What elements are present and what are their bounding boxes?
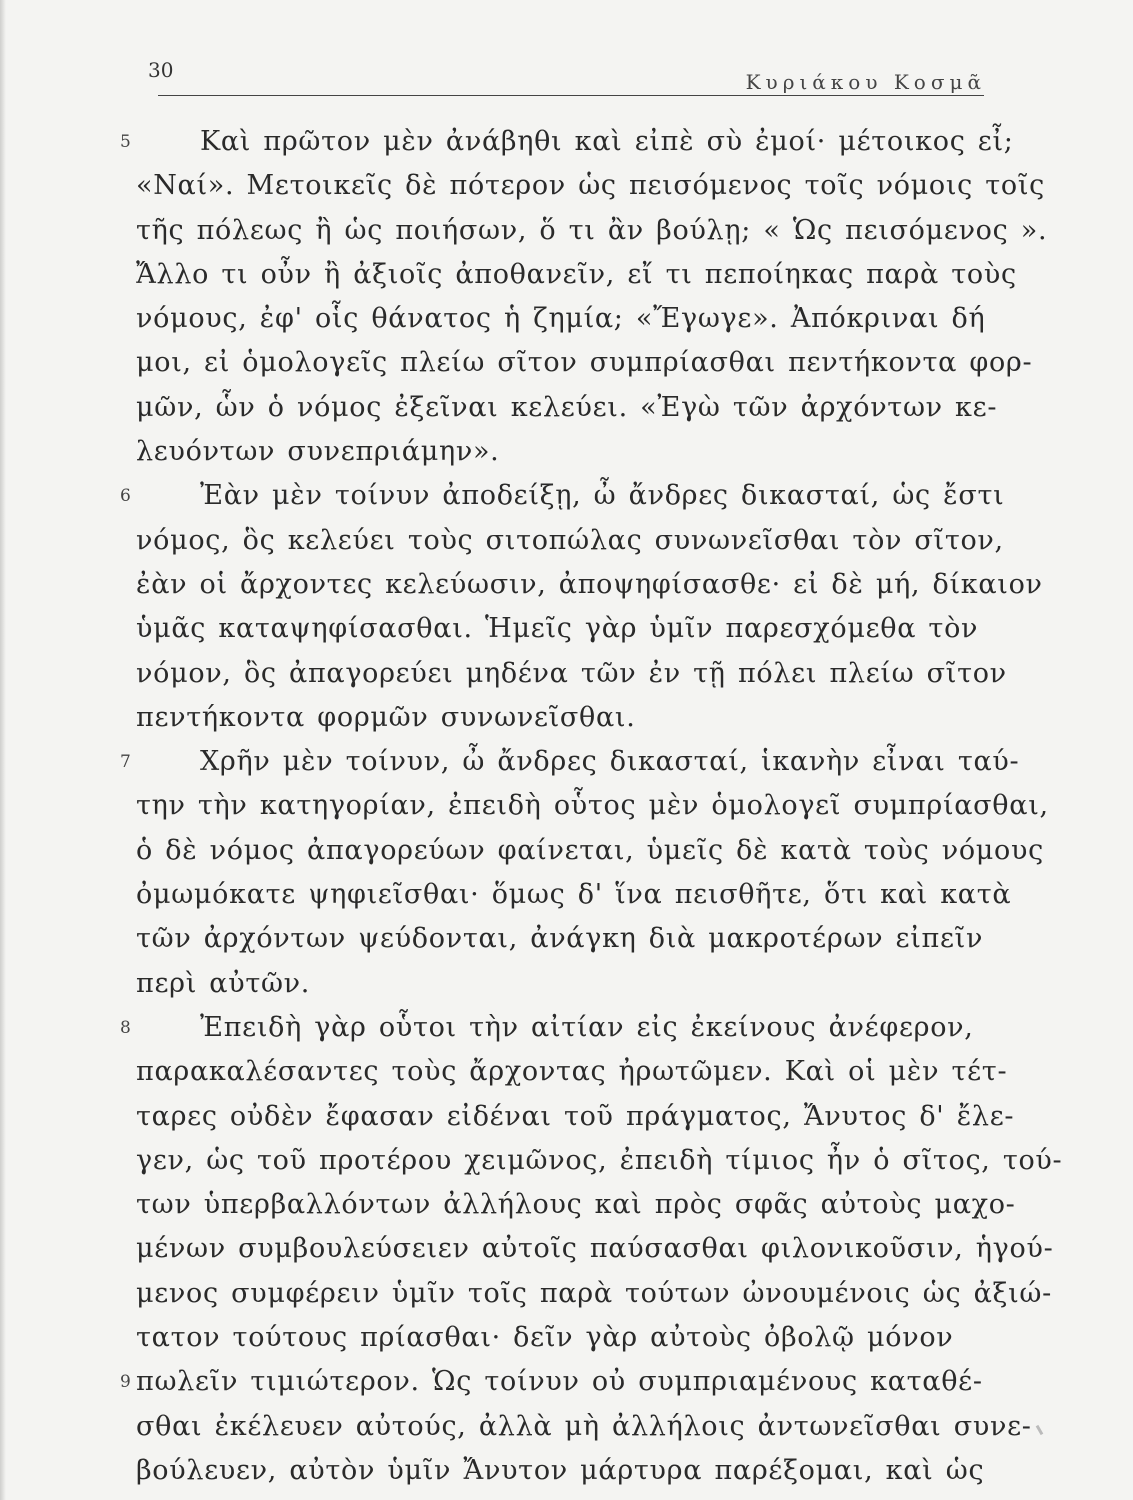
text-line: Καὶ πρῶτον μὲν ἀνάβηθι καὶ εἰπὲ σὺ ἐμοί· μέτοικος εἶ;	[200, 126, 1014, 157]
paragraph-section-8	[120, 1006, 1063, 1360]
text-line: λευόντων συνεπριάμην».	[136, 436, 500, 468]
body-text	[120, 120, 1063, 1493]
text-line: γεν, ὡς τοῦ προτέρου χειμῶνος, ἐπειδὴ τίμιος ἦν ὁ σῖτος, τού-	[136, 1144, 1063, 1176]
text-line: την τὴν κατηγορίαν, ἐπειδὴ οὗτος μὲν ὁμολογεῖ συμπρίασθαι,	[136, 790, 1049, 822]
text-line: τῶν ἀρχόντων ψεύδονται, ἀνάγκη διὰ μακροτέρων εἰπεῖν	[136, 923, 984, 955]
text-line: ἐὰν οἱ ἄρχοντες κελεύωσιν, ἀποψηφίσασθε· εἰ δὲ μή, δίκαιον	[136, 568, 1043, 600]
text-line: βούλευεν, αὐτὸν ὑμῖν Ἄνυτον μάρτυρα παρέξομαι, καὶ ὡς	[136, 1454, 985, 1486]
paragraph-section-6	[120, 474, 1043, 740]
section-number: 6	[120, 486, 131, 507]
text-line: ὑμᾶς καταψηφίσασθαι. Ἡμεῖς γὰρ ὑμῖν παρεσχόμεθα τὸν	[136, 613, 979, 645]
paragraph-section-7	[120, 740, 1049, 1006]
text-line: μῶν, ὧν ὁ νόμος ἐξεῖναι κελεύει. «Ἐγὼ τῶν ἀρχόντων κε-	[136, 391, 998, 423]
header-rule	[158, 95, 984, 96]
text-line: ὀμωμόκατε ψηφιεῖσθαι· ὅμως δ' ἵνα πεισθῆτε, ὅτι καὶ κατὰ	[136, 879, 1012, 911]
text-line: Ἐὰν μὲν τοίνυν ἀποδείξῃ, ὦ ἄνδρες δικασταί, ὡς ἔστι	[200, 480, 1005, 512]
page-header	[148, 58, 986, 94]
paragraph-section-5	[120, 120, 1048, 474]
section-number: 9	[120, 1372, 131, 1393]
text-line: παρακαλέσαντες τοὺς ἄρχοντας ἠρωτῶμεν. Καὶ οἱ μὲν τέτ-	[136, 1056, 1008, 1088]
text-line: νόμους, ἐφ' οἷς θάνατος ἡ ζημία; «Ἔγωγε». Ἀπόκριναι δή	[136, 303, 986, 335]
text-line: περὶ αὐτῶν.	[136, 967, 311, 999]
text-line: ὁ δὲ νόμος ἀπαγορεύων φαίνεται, ὑμεῖς δὲ κατὰ τοὺς νόμους	[136, 834, 1044, 866]
text-line: Ἐπειδὴ γὰρ οὗτοι τὴν αἰτίαν εἰς ἐκείνους ἀνέφερον,	[200, 1011, 974, 1043]
running-head: Κυριάκου Κοσμᾶ	[745, 70, 986, 94]
paragraph-section-9	[120, 1360, 1032, 1493]
section-number: 5	[120, 132, 131, 152]
text-line: μενος συμφέρειν ὑμῖν τοῖς παρὰ τούτων ὠνουμένοις ὡς ἀξιώ-	[136, 1277, 1052, 1309]
text-line: τῆς πόλεως ἢ ὡς ποιήσων, ὅ τι ἂν βούλῃ; « Ὡς πεισόμενος ».	[136, 214, 1048, 246]
text-line: των ὑπερβαλλόντων ἀλλήλους καὶ πρὸς σφᾶς αὐτοὺς μαχο-	[136, 1189, 1016, 1221]
text-line: νόμον, ὃς ἀπαγορεύει μηδένα τῶν ἐν τῇ πόλει πλείω σῖτον	[136, 657, 1007, 689]
section-number: 7	[120, 752, 131, 773]
text-line: σθαι ἐκέλευεν αὐτούς, ἀλλὰ μὴ ἀλλήλοις ἀντωνεῖσθαι συνε-	[136, 1410, 1032, 1442]
page-gutter-shadow	[0, 0, 6, 1500]
text-line: πεντήκοντα φορμῶν συνωνεῖσθαι.	[136, 701, 636, 733]
text-line: τατον τούτους πρίασθαι· δεῖν γὰρ αὐτοὺς ὀβολῷ μόνον	[136, 1322, 954, 1354]
text-line: Χρῆν μὲν τοίνυν, ὦ ἄνδρες δικασταί, ἱκανὴν εἶναι ταύ-	[200, 746, 1020, 778]
text-line: πωλεῖν τιμιώτερον. Ὡς τοίνυν οὐ συμπριαμένους καταθέ-	[136, 1366, 983, 1398]
paper-speck	[1036, 1425, 1044, 1435]
text-line: ταρες οὐδὲν ἔφασαν εἰδέναι τοῦ πράγματος, Ἄνυτος δ' ἔλε-	[136, 1100, 1015, 1132]
section-number: 8	[120, 1017, 131, 1038]
text-line: μοι, εἰ ὁμολογεῖς πλείω σῖτον συμπρίασθαι πεντήκοντα φορ-	[136, 347, 1033, 379]
text-line: Ἄλλο τι οὖν ἢ ἀξιοῖς ἀποθανεῖν, εἴ τι πεποίηκας παρὰ τοὺς	[136, 258, 1017, 290]
text-line: μένων συμβουλεύσειεν αὐτοῖς παύσασθαι φιλονικοῦσιν, ἡγού-	[136, 1233, 1054, 1265]
text-line: νόμος, ὃς κελεύει τοὺς σιτοπώλας συνωνεῖσθαι τὸν σῖτον,	[136, 524, 1004, 556]
page-number: 30	[148, 58, 174, 82]
text-line: «Ναί». Μετοικεῖς δὲ πότερον ὡς πεισόμενος τοῖς νόμοις τοῖς	[136, 170, 1045, 202]
